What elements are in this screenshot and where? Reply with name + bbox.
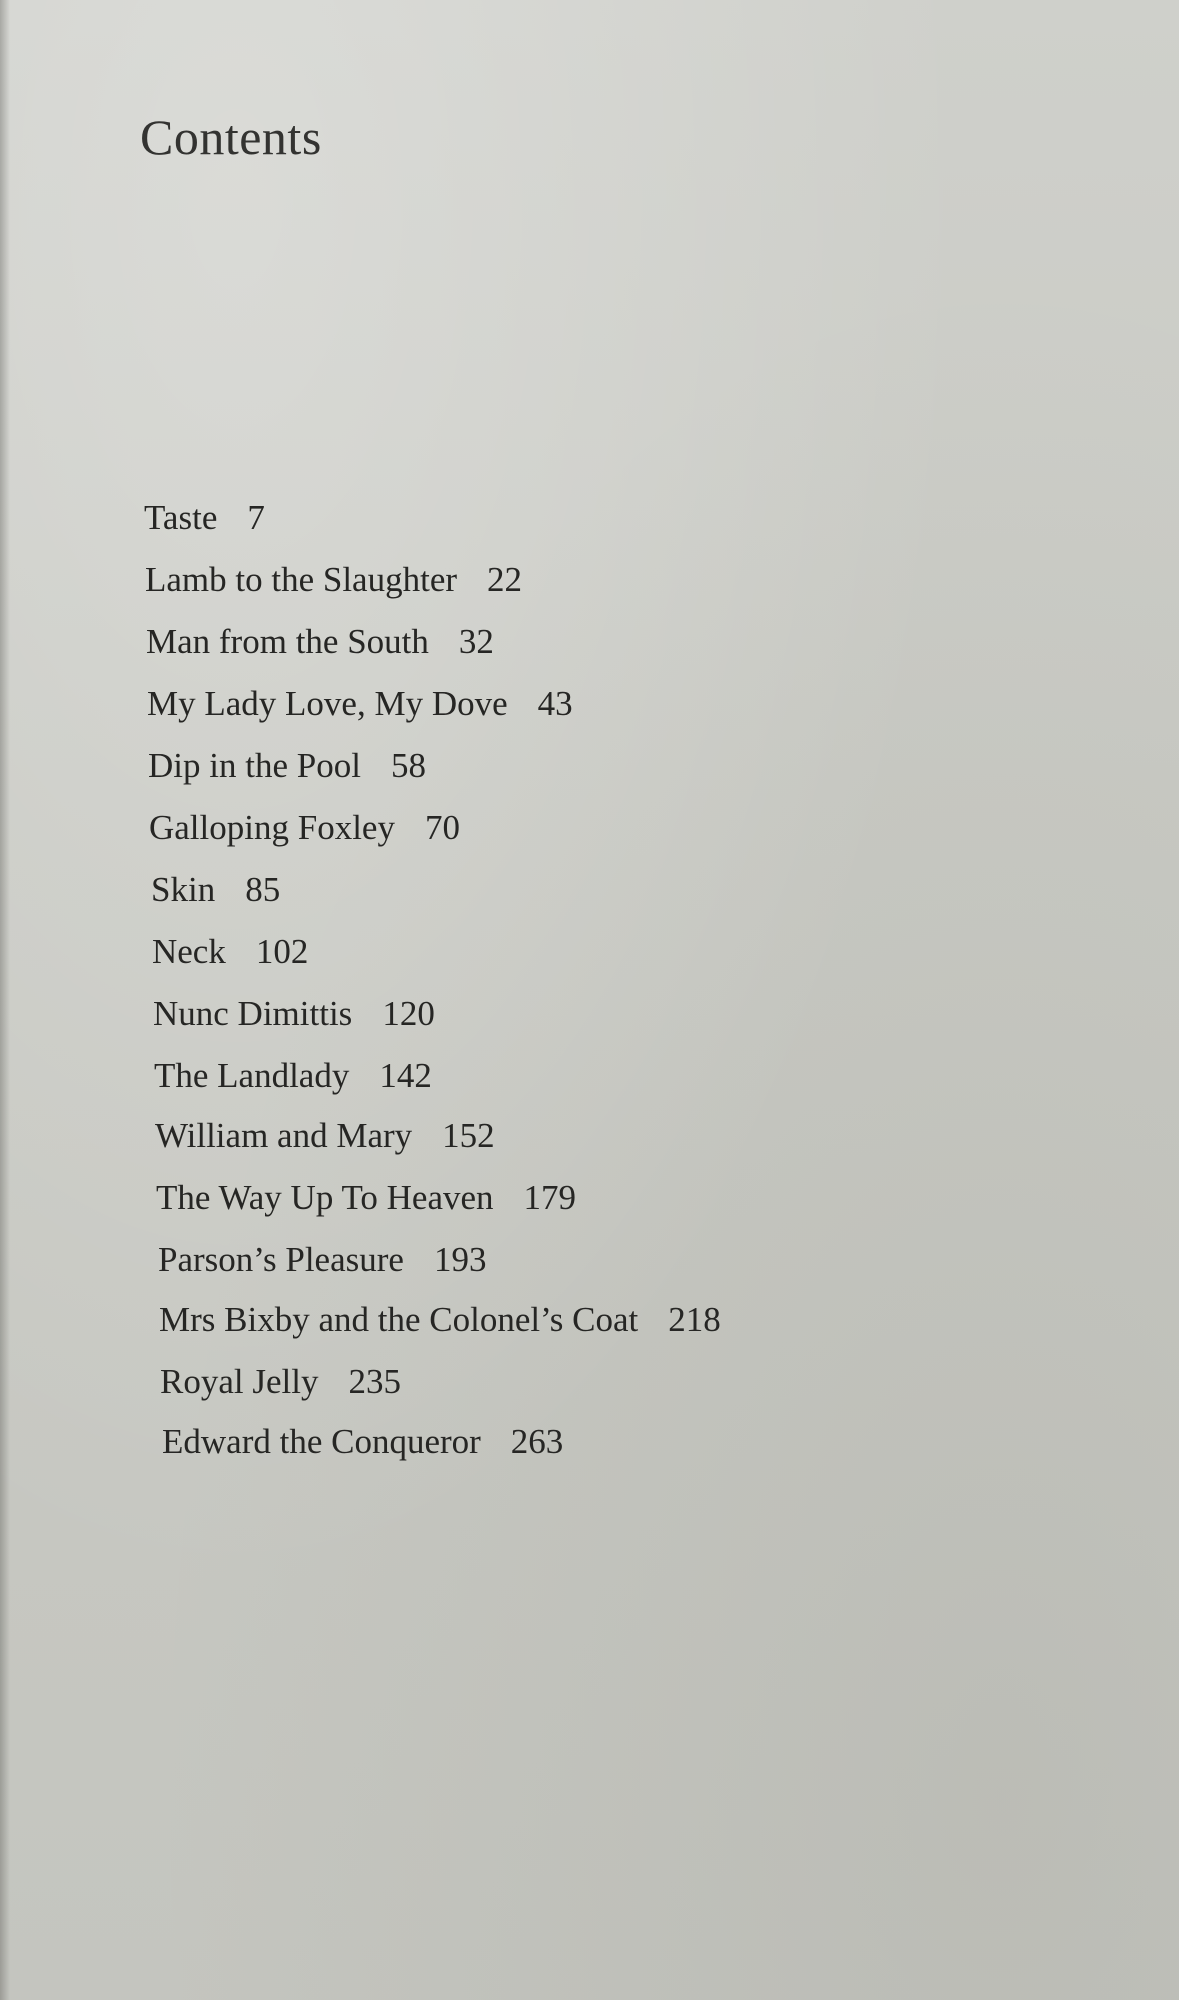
entry-page-number: 58 <box>390 746 426 785</box>
toc-entry <box>155 1118 495 1153</box>
entry-title: Skin <box>151 870 216 909</box>
entry-page-number: 235 <box>348 1362 401 1401</box>
page-title: Contents <box>140 109 322 165</box>
toc-entry <box>159 1302 721 1337</box>
entry-page-number: 32 <box>458 622 494 661</box>
entry-title: Edward the Conqueror <box>162 1422 481 1461</box>
entry-page-number: 7 <box>247 498 265 537</box>
entry-page-number: 120 <box>382 994 435 1033</box>
entry-title: Nunc Dimittis <box>153 994 353 1033</box>
entry-title: Mrs Bixby and the Colonel’s Coat <box>159 1300 639 1339</box>
entry-page-number: 152 <box>442 1116 495 1155</box>
entry-title: My Lady Love, My Dove <box>147 684 508 723</box>
entry-page-number: 102 <box>255 932 309 971</box>
toc-entry <box>156 1180 576 1215</box>
toc-entry <box>160 1364 401 1399</box>
toc-entry <box>151 872 280 907</box>
toc-entry <box>162 1424 563 1459</box>
entry-page-number: 22 <box>487 560 523 599</box>
toc-entry <box>148 748 426 783</box>
toc-entry <box>146 624 494 659</box>
entry-page-number: 142 <box>379 1056 432 1095</box>
entry-page-number: 218 <box>668 1300 721 1339</box>
entry-title: Lamb to the Slaughter <box>145 560 458 599</box>
entry-title: Dip in the Pool <box>148 746 361 785</box>
entry-title: The Way Up To Heaven <box>156 1178 494 1217</box>
entry-page-number: 70 <box>424 808 460 847</box>
entry-title: Man from the South <box>146 622 429 661</box>
entry-page-number: 179 <box>523 1178 577 1217</box>
entry-title: Neck <box>152 932 226 971</box>
entry-title: Galloping Foxley <box>149 808 395 847</box>
entry-page-number: 85 <box>245 870 281 909</box>
toc-entry <box>152 934 308 969</box>
toc-entry <box>144 500 265 535</box>
toc-entry <box>147 686 573 721</box>
page-edge-shadow <box>0 0 10 2000</box>
toc-entry <box>145 562 522 597</box>
entry-title: Parson’s Pleasure <box>158 1240 404 1279</box>
toc-entry <box>158 1242 486 1277</box>
toc-entry <box>154 1058 432 1093</box>
entry-page-number: 263 <box>510 1422 564 1461</box>
entry-title: Taste <box>144 498 218 537</box>
entry-page-number: 43 <box>537 684 573 723</box>
entry-page-number: 193 <box>433 1240 487 1279</box>
toc-entry <box>149 810 460 845</box>
entry-title: Royal Jelly <box>160 1362 319 1401</box>
entry-title: William and Mary <box>155 1116 413 1155</box>
entry-title: The Landlady <box>154 1056 350 1095</box>
toc-entry <box>153 996 435 1031</box>
